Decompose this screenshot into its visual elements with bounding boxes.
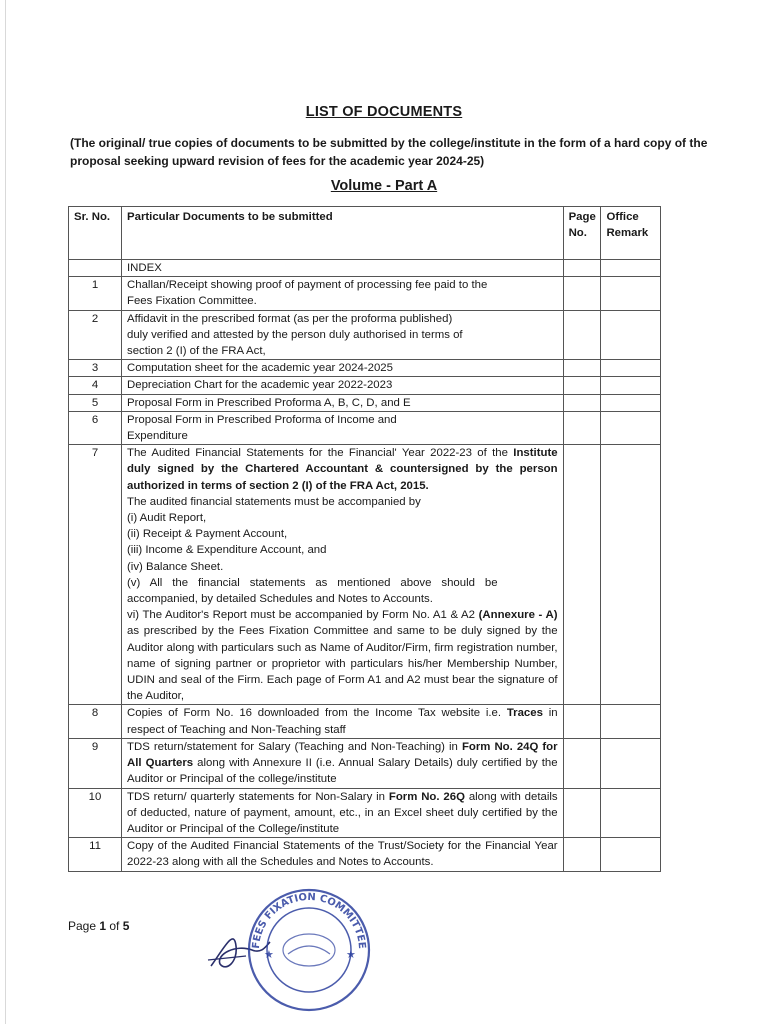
table-row [69, 277, 661, 310]
row-remark [601, 394, 661, 411]
row-text: Challan/Receipt showing proof of payment of processing fee paid to the Fees Fixation Committee. [122, 277, 564, 310]
row10-text-c: along with details of deducted, nature of payment, amount, etc., in an Excel sheet duly certified by the Auditor or Principal of the College/institute [127, 790, 558, 835]
row-sr: 1 [69, 277, 122, 310]
row10-text-bold: Form No. 26Q [388, 790, 465, 803]
row-remark [601, 705, 661, 738]
row-page-no [563, 277, 601, 310]
table-header-row [69, 207, 661, 260]
row-page-no [563, 788, 601, 838]
table-row [69, 411, 661, 444]
row-remark [601, 360, 661, 377]
page-label: Page [68, 919, 100, 933]
stamp-star-left: ★ [264, 949, 274, 961]
stamp-arc-text: FEES FIXATION COMMITTEE [250, 891, 368, 950]
row-text [122, 445, 564, 705]
row-text: Proposal Form in Prescribed Proforma of Income and Expenditure [122, 411, 564, 444]
row-sr: 3 [69, 360, 122, 377]
row-sr: 10 [69, 788, 122, 838]
row-sr [69, 260, 122, 277]
row-text [122, 738, 564, 788]
header-office-remark: Office Remark [601, 207, 661, 260]
row7-schedules: (v) All the financial statements as mentioned above should be accompanied, by detailed Schedules and Notes to Accounts. [127, 576, 498, 606]
table-row [69, 310, 661, 360]
row7-annexure: (Annexure - A) [478, 609, 558, 622]
stamp-emblem [283, 934, 335, 966]
row8-text-bold: Traces [506, 707, 543, 720]
stamp-inner-ring [267, 908, 351, 992]
row9-text-bold: Form No. 24Q for All Quarters [127, 740, 558, 770]
row-text: Proposal Form in Prescribed Proforma A, B, C, D, and E [122, 394, 564, 411]
row-page-no [563, 310, 601, 360]
document-subtitle: (The original/ true copies of documents to be submitted by the college/institute in the form of a hard copy of the proposal seeking upward revision of fees for the academic year 2024-25) [70, 136, 708, 168]
row-text: Copy of the Audited Financial Statements of the Trust/Society for the Financial Year 2022-23 along with all the Schedules and Notes to Accounts. [122, 838, 564, 871]
row-sr: 6 [69, 411, 122, 444]
row-page-no [563, 738, 601, 788]
row-page-no [563, 838, 601, 871]
row-sr: 5 [69, 394, 122, 411]
row-remark [601, 738, 661, 788]
row-remark [601, 377, 661, 394]
row7-intro-bold: Institute duly signed by the Chartered Accountant & countersigned by the person authorized in terms of section 2 (I) of the FRA Act, 2015. [127, 447, 558, 492]
row7-item: (ii) Receipt & Payment Account, [127, 528, 288, 541]
row9-text-c: along with Annexure II (i.e. Annual Salary Details) duly certified by the Auditor or Principal of the college/institute [127, 757, 558, 786]
row-text [122, 788, 564, 838]
stamp-emblem-arc [288, 946, 330, 954]
row-page-no [563, 394, 601, 411]
row7-item: (iv) Balance Sheet. [127, 560, 224, 573]
row7-accompanied: The audited financial statements must be accompanied by [127, 495, 421, 508]
row-page-no [563, 411, 601, 444]
page-edge-line [5, 0, 6, 1024]
table-row [69, 788, 661, 838]
row-text: INDEX [122, 260, 564, 277]
table-row [69, 738, 661, 788]
row-page-no [563, 360, 601, 377]
table-row [69, 377, 661, 394]
table-row [69, 445, 661, 705]
row-page-no [563, 705, 601, 738]
volume-heading: Volume - Part A [330, 178, 438, 194]
stamp-star-right: ★ [346, 949, 356, 961]
row-remark [601, 788, 661, 838]
table-row [69, 838, 661, 871]
row-sr: 8 [69, 705, 122, 738]
page-number [68, 919, 129, 933]
row-text: Affidavit in the prescribed format (as per the proforma published) duly verified and attested by the person duly authorised in terms of section 2 (I) of the FRA Act, [122, 310, 564, 360]
row-sr: 2 [69, 310, 122, 360]
row-remark [601, 445, 661, 705]
row-sr: 11 [69, 838, 122, 871]
row-remark [601, 838, 661, 871]
row-sr: 4 [69, 377, 122, 394]
table-row [69, 394, 661, 411]
row7-item: (i) Audit Report, [127, 512, 207, 525]
row8-text-c: in respect of Teaching and Non-Teaching staff [127, 707, 558, 736]
row8-text-a: Copies of Form No. 16 downloaded from the Income Tax website i.e. [127, 707, 502, 720]
row7-intro: The Audited Financial Statements for the Financial' Year 2022-23 of the [127, 447, 508, 460]
table-row [69, 260, 661, 277]
row-remark [601, 277, 661, 310]
row-sr: 7 [69, 445, 122, 705]
row7-auditor-rest: as prescribed by the Fees Fixation Committee and same to be duly signed by the Auditor along with particulars such as Name of Auditor/Firm, firm registration number, name of signing partner or proprietor with particulars his/her Membership Number, UDIN and seal of the Firm. Each page of Form A1 and A2 must bear the signature of the Auditor, [127, 625, 558, 703]
row-text: Depreciation Chart for the academic year 2022-2023 [122, 377, 564, 394]
row10-text-a: TDS return/ quarterly statements for Non-Salary in [127, 790, 386, 803]
row-text: Computation sheet for the academic year 2024-2025 [122, 360, 564, 377]
row7-auditor: vi) The Auditor's Report must be accompanied by Form No. A1 & A2 [127, 609, 475, 622]
row-page-no [563, 377, 601, 394]
row-remark [601, 310, 661, 360]
row7-item: (iii) Income & Expenditure Account, and [127, 544, 327, 557]
page-current: 1 [99, 919, 107, 933]
table-row [69, 705, 661, 738]
row-sr: 9 [69, 738, 122, 788]
row-remark [601, 260, 661, 277]
row-remark [601, 411, 661, 444]
documents-table [68, 206, 661, 872]
table-row [69, 360, 661, 377]
document-title: LIST OF DOCUMENTS [305, 104, 463, 120]
row-page-no [563, 445, 601, 705]
signature-underline [208, 956, 246, 960]
header-page-no: Page No. [563, 207, 601, 260]
header-sr-no: Sr. No. [69, 207, 122, 260]
committee-stamp [206, 888, 396, 1018]
page-of: of [106, 919, 123, 933]
header-particulars: Particular Documents to be submitted [122, 207, 564, 260]
row-page-no [563, 260, 601, 277]
page-total: 5 [122, 919, 130, 933]
row-text [122, 705, 564, 738]
row9-text-a: TDS return/statement for Salary (Teaching and Non-Teaching) in [127, 740, 458, 753]
